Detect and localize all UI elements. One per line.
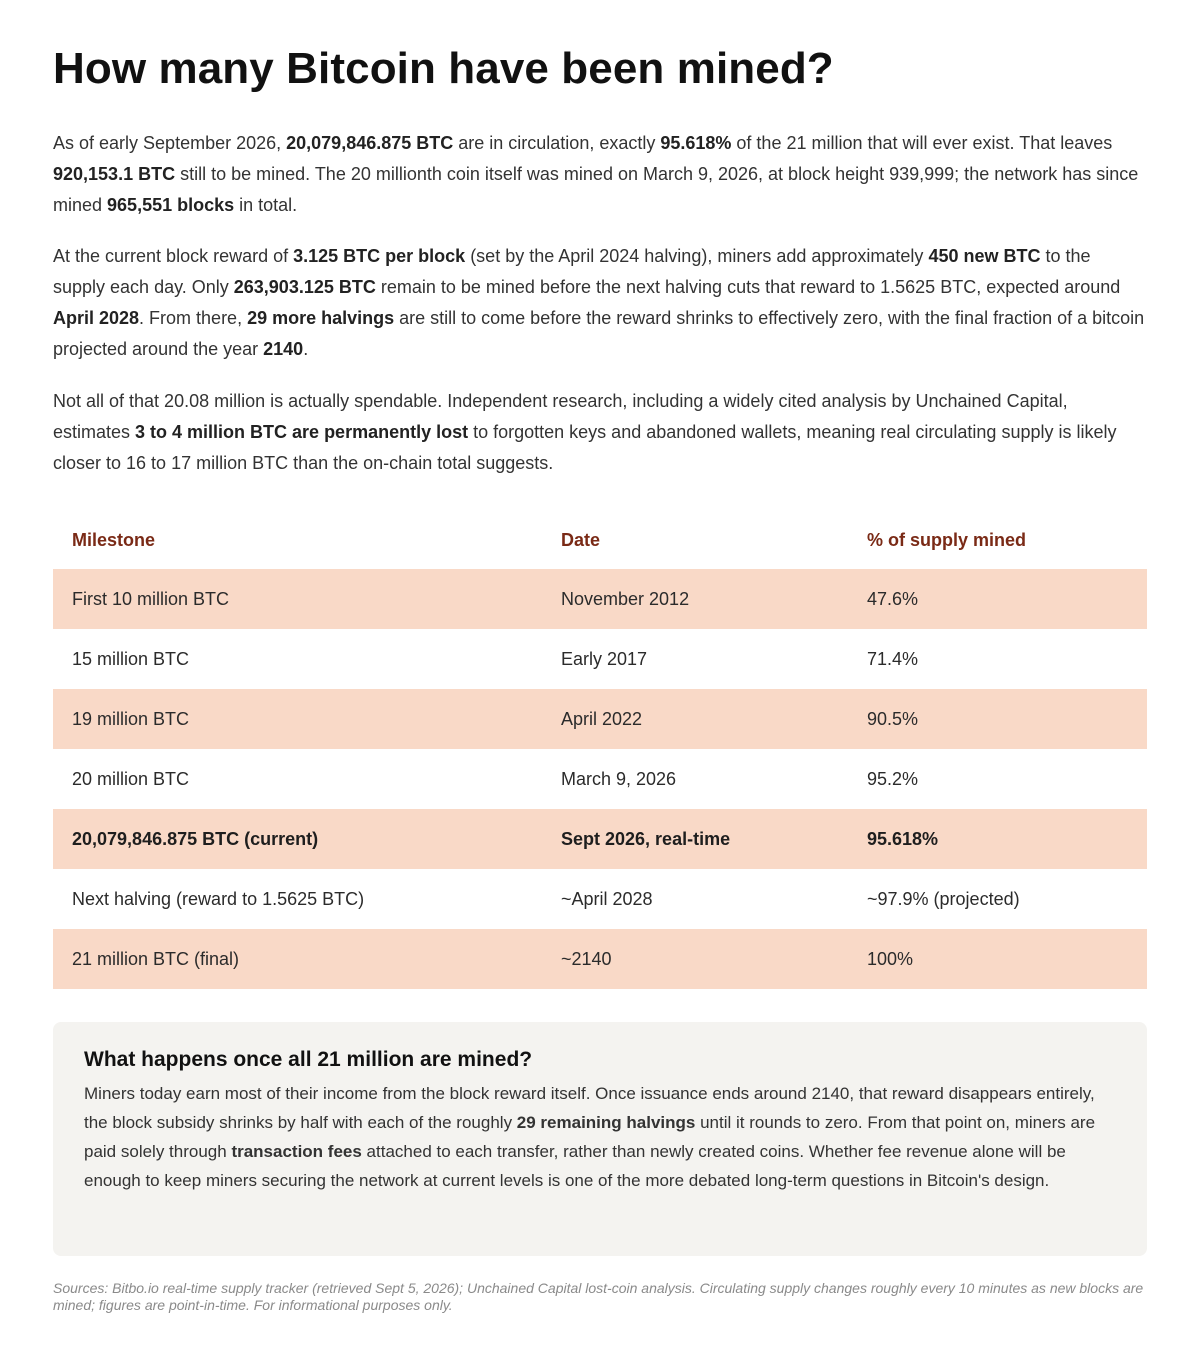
emphasis-text: 95.618%	[660, 133, 732, 153]
date-cell: April 2022	[542, 689, 848, 749]
emphasis-text: transaction fees	[231, 1142, 362, 1161]
column-header-percent-mined: % of supply mined	[867, 530, 1027, 550]
emphasis-text: 3 to 4 million BTC are permanently lost	[135, 422, 469, 442]
emphasis-text: 29 remaining halvings	[516, 1113, 696, 1132]
milestone-cell: First 10 million BTC	[53, 569, 542, 629]
date-cell: ~April 2028	[561, 888, 653, 909]
percent-cell: 47.6%	[848, 569, 1147, 629]
table-header	[53, 512, 1147, 569]
emphasis-text: 2140	[263, 339, 304, 359]
milestones-table	[53, 512, 1147, 989]
percent-cell: ~97.9% (projected)	[867, 888, 1020, 909]
column-header-milestone: Milestone	[72, 530, 156, 550]
emphasis-text: 3.125 BTC per block	[293, 246, 466, 266]
emphasis-text: 29 more halvings	[247, 308, 395, 328]
emphasis-text: 20,079,846.875 BTC	[286, 133, 454, 153]
date-cell: November 2012	[542, 569, 848, 629]
emphasis-text: 920,153.1 BTC	[53, 164, 176, 184]
table-row	[53, 689, 1147, 749]
table-row	[53, 629, 1147, 689]
page-title: How many Bitcoin have been mined?	[53, 44, 834, 93]
date-cell: March 9, 2026	[561, 768, 677, 789]
emphasis-text: 263,903.125 BTC	[233, 277, 376, 297]
milestone-cell: Next halving (reward to 1.5625 BTC)	[72, 888, 365, 909]
callout-box	[53, 1022, 1147, 1256]
table-row	[53, 569, 1147, 629]
date-cell: Sept 2026, real-time	[542, 809, 848, 869]
percent-cell: 95.618%	[848, 809, 1147, 869]
table-row	[53, 869, 1147, 929]
percent-cell: 95.2%	[867, 768, 919, 789]
emphasis-text: 965,551 blocks	[107, 195, 235, 215]
emphasis-text: 450 new BTC	[928, 246, 1041, 266]
emphasis-text: April 2028	[53, 308, 140, 328]
sources-note: Sources: Bitbo.io real-time supply tracker (retrieved Sept 5, 2026); Unchained Capital lost-coin analysis. Circulating supply changes roughly every 10 minutes as new blocks are mined; figures are point-in-time. For informational purposes only.	[53, 1280, 1144, 1313]
column-header-date: Date	[561, 530, 601, 550]
milestone-cell: 15 million BTC	[72, 648, 190, 669]
percent-cell: 71.4%	[867, 648, 919, 669]
callout-body: Miners today earn most of their income from the block reward itself. Once issuance ends around 2140, that reward disappears entirely, the block subsidy shrinks by half with each of the roughly 29 remaining halvings until it rounds to zero. From that point on, miners are paid solely through transaction fees attached to each transfer, rather than newly created coins. Whether fee revenue alone will be enough to keep miners securing the network at current levels is one of the more debated long-term questions in Bitcoin's design.	[84, 1084, 1096, 1190]
milestone-cell: 21 million BTC (final)	[53, 929, 542, 989]
intro-paragraph-block-reward: At the current block reward of 3.125 BTC per block (set by the April 2024 halving), miners add approximately 450 new BTC to the supply each day. Only 263,903.125 BTC remain to be mined before the next halving cuts that reward to 1.5625 BTC, expected around April 2028. From there, 29 more halvings are still to come before the reward shrinks to effectively zero, with the final fraction of a bitcoin projected around the year 2140.	[53, 246, 1145, 359]
percent-cell: 100%	[848, 929, 1147, 989]
table-row-current	[53, 809, 1147, 869]
callout-heading: What happens once all 21 million are mined?	[84, 1048, 533, 1071]
table-row	[53, 749, 1147, 809]
intro-paragraph-circulation: As of early September 2026, 20,079,846.875 BTC are in circulation, exactly 95.618% of the 21 million that will ever exist. That leaves 920,153.1 BTC still to be mined. The 20 millionth coin itself was mined on March 9, 2026, at block height 939,999; the network has since mined 965,551 blocks in total.	[53, 133, 1139, 215]
milestone-cell: 20 million BTC	[72, 768, 190, 789]
table-row	[53, 929, 1147, 989]
date-cell: Early 2017	[561, 648, 648, 669]
milestone-cell: 19 million BTC	[53, 689, 542, 749]
percent-cell: 90.5%	[848, 689, 1147, 749]
date-cell: ~2140	[542, 929, 848, 989]
intro-paragraph-lost-coins: Not all of that 20.08 million is actually spendable. Independent research, including a widely cited analysis by Unchained Capital, estimates 3 to 4 million BTC are permanently lost to forgotten keys and abandoned wallets, meaning real circulating supply is likely closer to 16 to 17 million BTC than the on-chain total suggests.	[53, 391, 1117, 473]
milestone-cell: 20,079,846.875 BTC (current)	[53, 809, 542, 869]
